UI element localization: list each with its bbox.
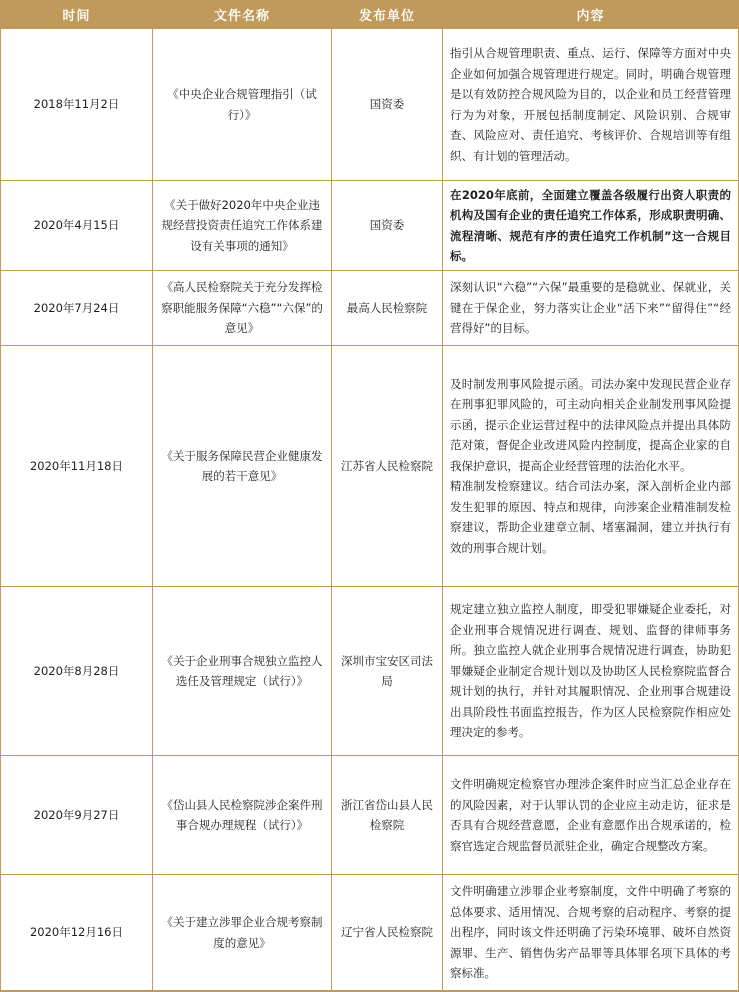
content-cell xyxy=(443,756,738,874)
document-name-cell: 《关于做好2020年中央企业违规经营投资责任追究工作体系建设有关事项的通知》 xyxy=(153,181,331,270)
content-cell xyxy=(443,875,738,990)
document-name-cell: 《关于建立涉罪企业合规考察制度的意见》 xyxy=(153,875,331,990)
document-name-cell: 《关于企业刑事合规独立监控人选任及管理规定（试行）》 xyxy=(153,587,331,755)
date-cell: 2020年9月27日 xyxy=(1,756,152,874)
table-row xyxy=(1,756,738,874)
content-paragraph: 深刻认识“六稳”“六保”最重要的是稳就业、保就业，关键在于保企业，努力落实让企业“活下来”“留得住”“经营得好”的目标。 xyxy=(450,280,731,336)
publisher-cell: 最高人民检察院 xyxy=(332,271,442,345)
date-cell: 2020年7月24日 xyxy=(1,271,152,345)
content-paragraph: 文件明确建立涉罪企业考察制度，文件中明确了考察的总体要求、适用情况、合规考察的启动程序、考察的提出程序，同时该文件还明确了污染环境罪、破坏自然资源罪、生产、销售伪劣产品罪等具体罪名项下具体的考察标准。 xyxy=(450,884,731,981)
date-cell: 2020年12月16日 xyxy=(1,875,152,990)
date-cell: 2020年8月28日 xyxy=(1,587,152,755)
table-row xyxy=(1,875,738,990)
table-row xyxy=(1,271,738,345)
header-document: 文件名称 xyxy=(153,1,331,28)
header-row xyxy=(1,1,738,28)
content-paragraph: 在2020年底前，全面建立覆盖各级履行出资人职责的机构及国有企业的责任追究工作体系，形成职责明确、流程清晰、规范有序的责任追究工作机制”这一合规目标。 xyxy=(450,187,731,263)
publisher-cell: 国资委 xyxy=(332,181,442,270)
publisher-cell: 辽宁省人民检察院 xyxy=(332,875,442,990)
date-cell: 2020年4月15日 xyxy=(1,181,152,270)
publisher-cell: 江苏省人民检察院 xyxy=(332,346,442,586)
header-content: 内容 xyxy=(443,1,738,28)
document-name-cell: 《高人民检察院关于充分发挥检察职能服务保障“六稳”“六保”的意见》 xyxy=(153,271,331,345)
content-cell xyxy=(443,181,738,270)
publisher-cell: 国资委 xyxy=(332,29,442,180)
date-cell: 2018年11月2日 xyxy=(1,29,152,180)
publisher-cell: 深圳市宝安区司法局 xyxy=(332,587,442,755)
header-publisher: 发布单位 xyxy=(332,1,442,28)
table-row xyxy=(1,346,738,586)
content-paragraph: 精准制发检察建议。结合司法办案，深入剖析企业内部发生犯罪的原因、特点和规律，向涉案企业精准制发检察建议，帮助企业建章立制、堵塞漏洞，建立并执行有效的刑事合规计划。 xyxy=(450,479,731,555)
content-paragraph: 规定建立独立监控人制度，即受犯罪嫌疑企业委托，对企业刑事合规情况进行调查、规划、监督的律师事务所。独立监控人就企业刑事合规情况进行调查，协助犯罪嫌疑企业制定合规计划以及协助区人民检察院监督合规计划的执行，并针对其履职情况、企业刑事合规建设出具阶段性书面监控报告，作为区人民检察院作相应处理决定的参考。 xyxy=(450,602,731,740)
content-cell xyxy=(443,271,738,345)
document-name-cell: 《岱山县人民检察院涉企案件刑事合规办理规程（试行）》 xyxy=(153,756,331,874)
table-row xyxy=(1,587,738,755)
document-name-cell: 《中央企业合规管理指引（试行）》 xyxy=(153,29,331,180)
content-paragraph: 指引从合规管理职责、重点、运行、保障等方面对中央企业如何加强合规管理进行规定。同时，明确合规管理是以有效防控合规风险为目的，以企业和员工经营管理行为为对象，开展包括制度制定、风险识别、合规审查、风险应对、责任追究、考核评价、合规培训等有组织、有计划的管理活动。 xyxy=(450,46,731,163)
content-cell xyxy=(443,29,738,180)
table-row xyxy=(1,181,738,270)
content-cell xyxy=(443,587,738,755)
document-name-cell: 《关于服务保障民营企业健康发展的若干意见》 xyxy=(153,346,331,586)
content-cell xyxy=(443,346,738,586)
date-cell: 2020年11月18日 xyxy=(1,346,152,586)
content-paragraph: 及时制发刑事风险提示函。司法办案中发现民营企业存在刑事犯罪风险的，可主动向相关企业制发刑事风险提示函，提示企业运营过程中的法律风险点并提出具体防范对策，督促企业改进风险内控制度，提高企业家的自我保护意识，提高企业经营管理的法治化水平。 xyxy=(450,376,731,473)
header-time: 时间 xyxy=(1,1,152,28)
publisher-cell: 浙江省岱山县人民检察院 xyxy=(332,756,442,874)
table-row xyxy=(1,29,738,180)
content-paragraph: 文件明确规定检察官办理涉企案件时应当汇总企业存在的风险因素，对于认罪认罚的企业应主动走访，征求是否具有合规经营意愿，企业有意愿作出合规承诺的，检察官选定合规监督员派驻企业，确定合规整改方案。 xyxy=(450,777,731,853)
